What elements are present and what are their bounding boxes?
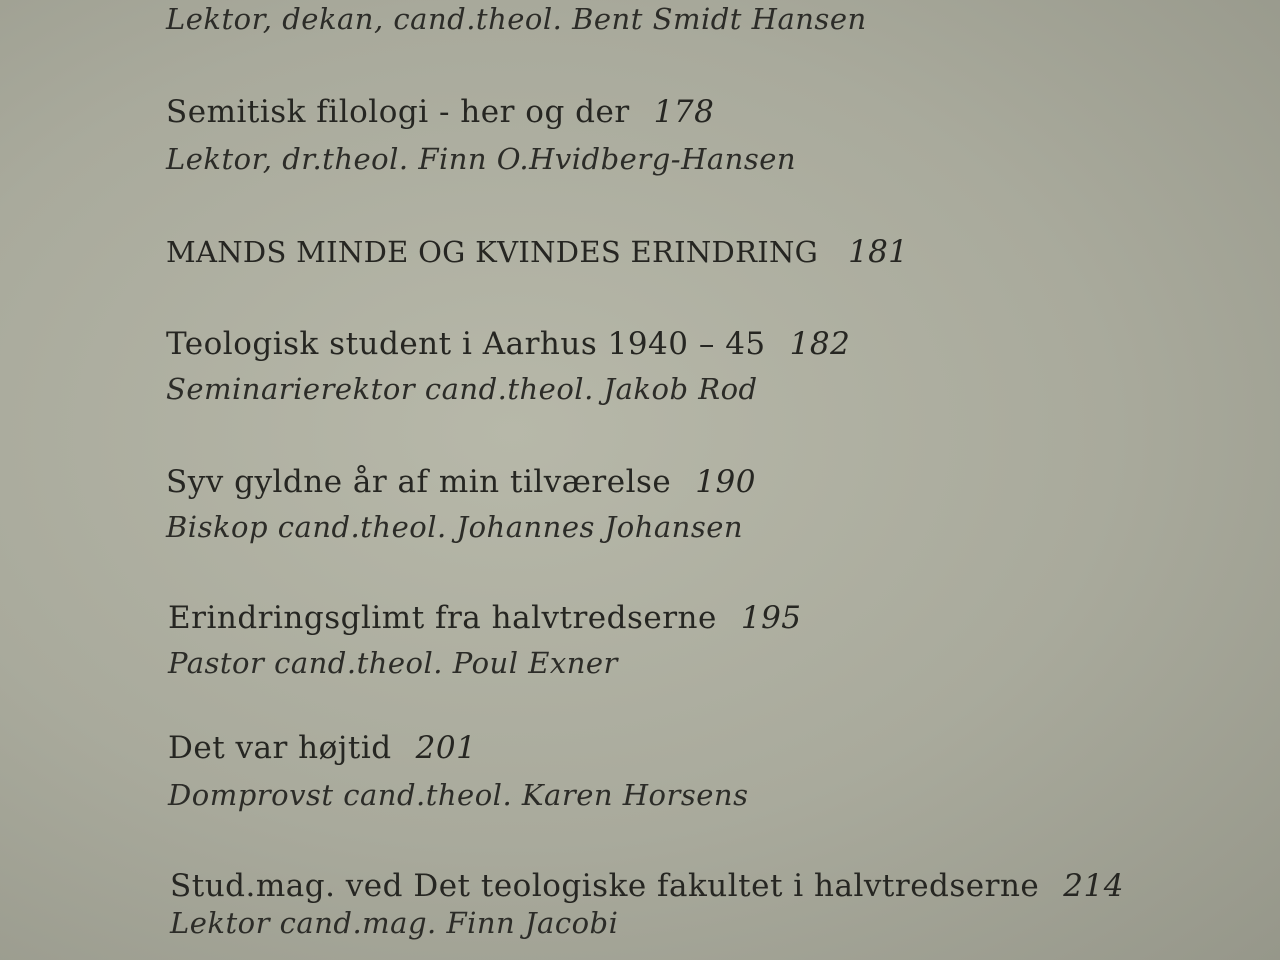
entry-title: Det var højtid <box>168 730 392 766</box>
entry-title: Teologisk student i Aarhus 1940 – 45 <box>166 326 766 362</box>
entry-author: Lektor, dr.theol. Finn O.Hvidberg-Hansen <box>166 142 797 176</box>
entry-title: Erindringsglimt fra halvtredserne <box>168 600 717 636</box>
entry-title: Syv gyldne år af min tilværelse <box>166 464 672 500</box>
entry-title-line <box>168 730 476 766</box>
entry-title: Stud.mag. ved Det teologiske fakultet i halvtredserne <box>170 868 1040 904</box>
entry-title-line <box>166 464 756 500</box>
entry-page-number: 201 <box>415 730 477 766</box>
entry-author: Lektor, dekan, cand.theol. Bent Smidt Hansen <box>166 2 867 36</box>
entry-author: Domprovst cand.theol. Karen Horsens <box>168 778 749 812</box>
entry-page-number: 190 <box>695 464 756 500</box>
entry-author: Seminarierektor cand.theol. Jakob Rod <box>166 372 758 406</box>
entry-title-line <box>168 600 802 636</box>
section-heading-line <box>166 234 908 270</box>
entry-page-number: 195 <box>740 600 802 636</box>
entry-page-number: 182 <box>789 326 851 362</box>
section-page-number: 181 <box>848 234 909 270</box>
entry-author: Pastor cand.theol. Poul Exner <box>168 646 618 680</box>
entry-title-line <box>166 94 714 130</box>
section-heading: MANDS MINDE OG KVINDES ERINDRING <box>166 235 819 269</box>
entry-title-line <box>170 868 1124 904</box>
entry-page-number: 214 <box>1063 868 1124 904</box>
entry-author: Biskop cand.theol. Johannes Johansen <box>166 510 744 544</box>
entry-page-number: 178 <box>653 94 715 130</box>
entry-title-line <box>166 326 850 362</box>
entry-author: Lektor cand.mag. Finn Jacobi <box>170 906 619 940</box>
entry-title: Semitisk filologi - her og der <box>166 94 630 130</box>
